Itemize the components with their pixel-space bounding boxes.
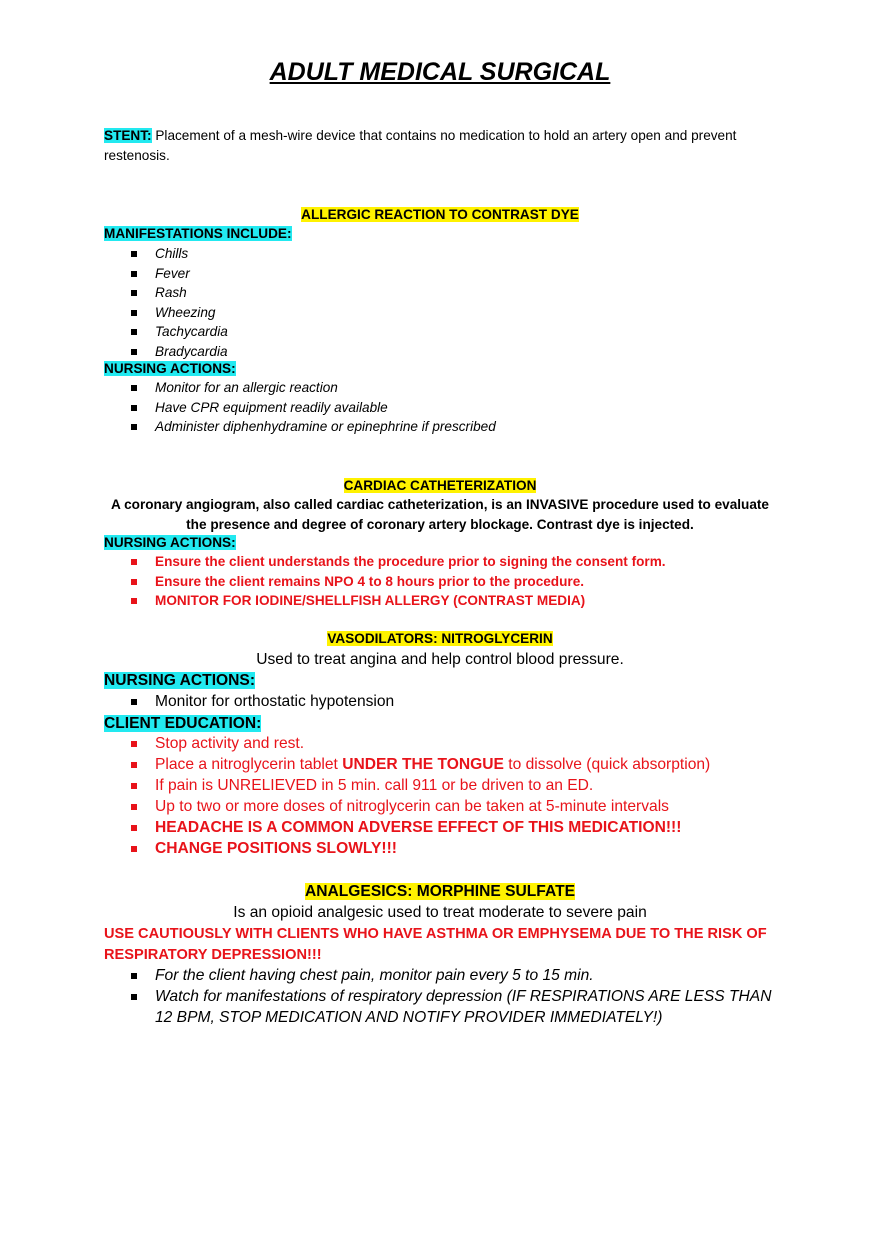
vaso-actions-list [104, 691, 784, 712]
list-item: Administer diphenhydramine or epinephrine if prescribed [104, 417, 784, 437]
analgesics-heading: ANALGESICS: MORPHINE SULFATE [304, 883, 575, 900]
list-item: Ensure the client understands the procedure prior to signing the consent form. [104, 552, 784, 572]
allergic-actions-label-row [104, 359, 784, 379]
stent-label: STENT: [104, 128, 152, 143]
list-item: Chills [104, 244, 784, 264]
vaso-actions-label-row [104, 670, 784, 691]
list-item [104, 754, 784, 775]
list-item: Bradycardia [104, 342, 784, 362]
page-title: ADULT MEDICAL SURGICAL [269, 58, 611, 86]
list-item: HEADACHE IS A COMMON ADVERSE EFFECT OF THIS MEDICATION!!! [104, 817, 784, 838]
stent-text: Placement of a mesh-wire device that contains no medication to hold an artery open and prevent restenosis. [104, 128, 737, 163]
list-item: Stop activity and rest. [104, 733, 784, 754]
education-2-emphasis: UNDER THE TONGUE [342, 756, 504, 773]
manifestations-label-row [104, 224, 784, 244]
education-list [104, 733, 784, 859]
list-item: For the client having chest pain, monitor pain every 5 to 15 min. [104, 965, 784, 986]
list-item: Fever [104, 264, 784, 284]
analgesics-description: Is an opioid analgesic used to treat moderate to severe pain [233, 904, 647, 921]
vaso-description: Used to treat angina and help control blood pressure. [256, 651, 624, 668]
vaso-section-heading [100, 629, 780, 649]
list-item: Up to two or more doses of nitroglycerin can be taken at 5-minute intervals [104, 796, 784, 817]
education-label-row [104, 713, 784, 734]
stent-definition [104, 126, 784, 165]
analgesics-section-heading [100, 881, 780, 902]
list-item: If pain is UNRELIEVED in 5 min. call 911 or be driven to an ED. [104, 775, 784, 796]
manifestations-label: MANIFESTATIONS INCLUDE: [104, 226, 292, 241]
allergic-actions-label: NURSING ACTIONS: [104, 361, 236, 376]
education-2-post: to dissolve (quick absorption) [503, 756, 711, 773]
manifestations-list [104, 244, 784, 361]
list-item: Wheezing [104, 303, 784, 323]
vaso-heading: VASODILATORS: NITROGLYCERIN [327, 631, 553, 646]
analgesics-warning: USE CAUTIOUSLY WITH CLIENTS WHO HAVE ASTHMA OR EMPHYSEMA DUE TO THE RISK OF RESPIRATORY DEPRESSION!!! [104, 926, 767, 963]
list-item: CHANGE POSITIONS SLOWLY!!! [104, 838, 784, 859]
list-item: Monitor for an allergic reaction [104, 378, 784, 398]
list-item: Watch for manifestations of respiratory depression (IF RESPIRATIONS ARE LESS THAN 12 BPM, STOP MEDICATION AND NOTIFY PROVIDER IMMEDIATELY!) [104, 986, 784, 1028]
allergic-heading: ALLERGIC REACTION TO CONTRAST DYE [301, 207, 579, 222]
vaso-actions-label: NURSING ACTIONS: [104, 672, 256, 689]
education-2-pre: Place a nitroglycerin tablet [155, 756, 343, 773]
list-item: Rash [104, 283, 784, 303]
cath-section-heading [100, 476, 780, 496]
education-label: CLIENT EDUCATION: [104, 715, 262, 732]
list-item: Ensure the client remains NPO 4 to 8 hours prior to the procedure. [104, 572, 784, 592]
analgesics-list [104, 965, 784, 1028]
cath-actions-label: NURSING ACTIONS: [104, 535, 236, 550]
cath-heading: CARDIAC CATHETERIZATION [343, 478, 537, 493]
cath-description: A coronary angiogram, also called cardiac catheterization, is an INVASIVE procedure used to evaluate the presence and degree of coronary artery blockage. Contrast dye is injected. [111, 497, 769, 532]
allergic-section-heading [100, 205, 780, 225]
cath-actions-label-row [104, 533, 784, 553]
list-item: Monitor for orthostatic hypotension [104, 691, 784, 712]
list-item: MONITOR FOR IODINE/SHELLFISH ALLERGY (CONTRAST MEDIA) [104, 591, 784, 611]
list-item: Tachycardia [104, 322, 784, 342]
allergic-actions-list [104, 378, 784, 437]
cath-actions-list [104, 552, 784, 611]
list-item: Have CPR equipment readily available [104, 398, 784, 418]
